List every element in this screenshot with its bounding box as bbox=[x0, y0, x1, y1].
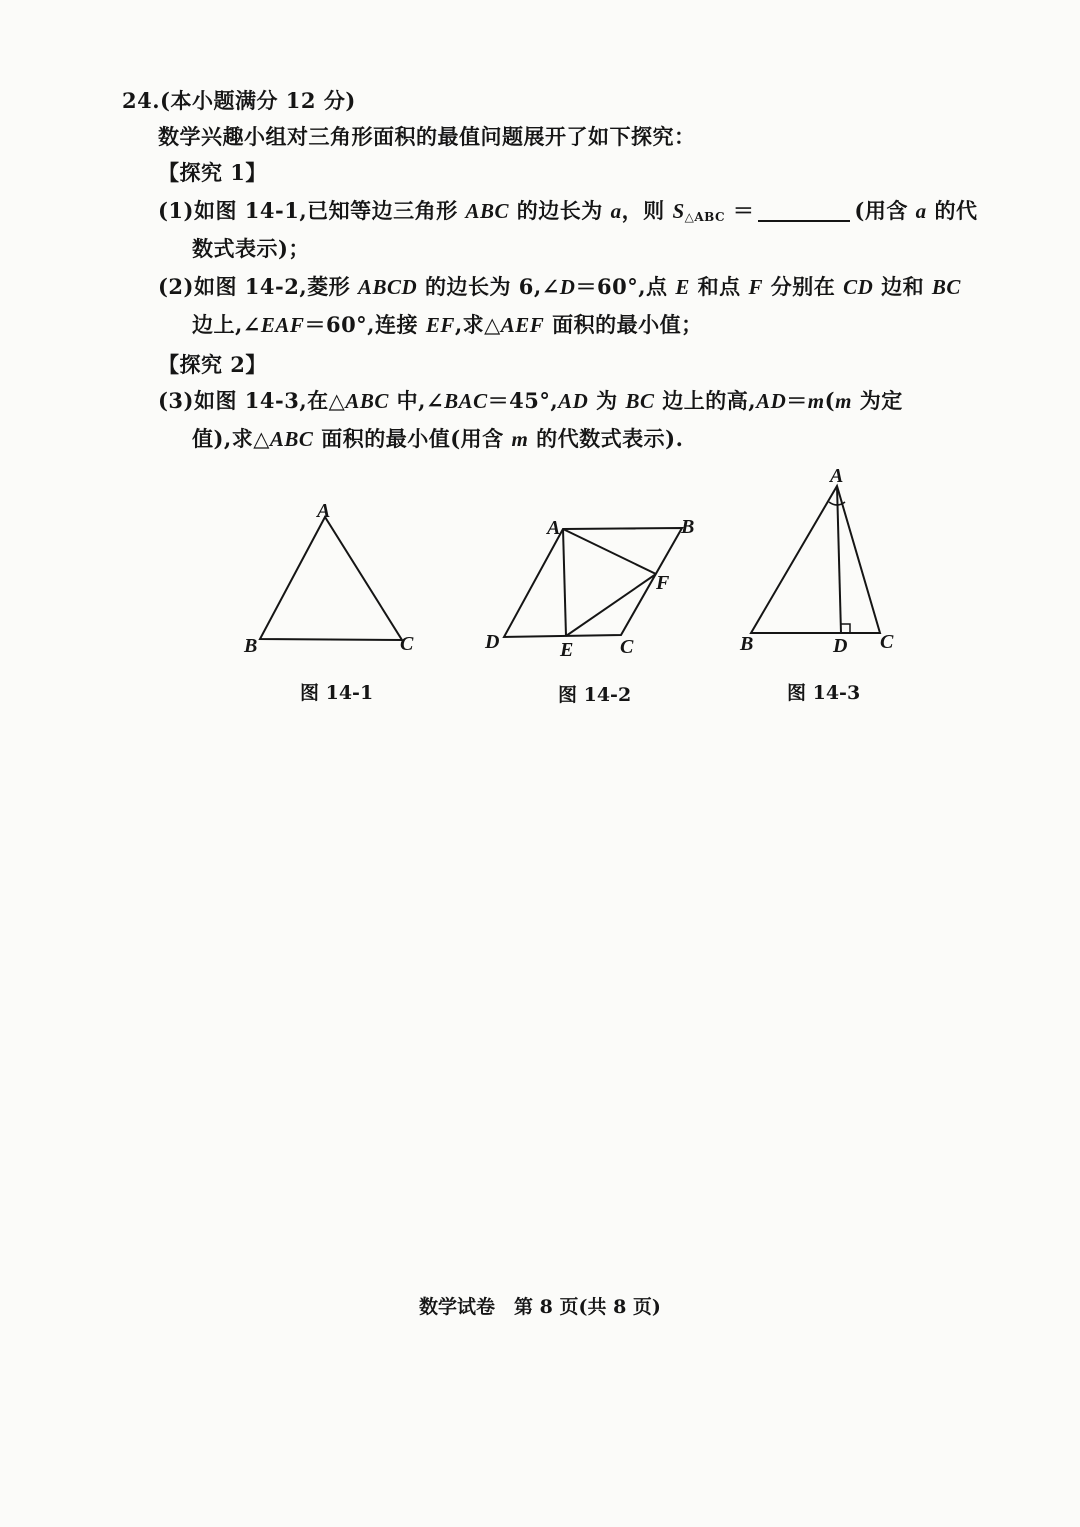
label-b: B bbox=[244, 635, 258, 657]
segment-ef bbox=[566, 574, 656, 636]
label-a: A bbox=[830, 465, 844, 487]
section-heading-1: 【探究 1】 bbox=[158, 160, 267, 185]
problem-points: (本小题满分 12 分) bbox=[160, 88, 356, 113]
answer-blank bbox=[758, 198, 850, 222]
problem-intro: 数学兴趣小组对三角形面积的最值问题展开了如下探究： bbox=[158, 124, 696, 149]
label-c: C bbox=[880, 631, 894, 653]
page-footer: 数学试卷 第 8 页(共 8 页) bbox=[419, 1296, 661, 1318]
right-angle-mark bbox=[841, 624, 850, 633]
caption-14-3: 图 14-3 bbox=[787, 682, 861, 704]
label-e: E bbox=[560, 639, 574, 661]
problem-header bbox=[122, 86, 356, 116]
question-1-cont: 数式表示)； bbox=[192, 236, 310, 261]
section-heading-2: 【探究 2】 bbox=[158, 352, 267, 377]
figure-14-2 bbox=[480, 508, 710, 663]
label-d: D bbox=[485, 631, 500, 653]
label-b: B bbox=[681, 516, 695, 538]
triangle-abc bbox=[751, 486, 880, 633]
label-b: B bbox=[740, 633, 754, 655]
problem-number: 24. bbox=[122, 88, 161, 113]
altitude-ad bbox=[837, 486, 841, 633]
question-2-cont: 边上,∠EAF＝60°,连接 EF,求△AEF 面积的最小值； bbox=[192, 312, 703, 337]
question-2: (2)如图 14-2,菱形 ABCD 的边长为 6,∠D＝60°,点 E 和点 F 分别在 CD 边和 BC bbox=[158, 274, 961, 299]
question-3: (3)如图 14-3,在△ABC 中,∠BAC＝45°,AD 为 BC 边上的高,AD＝m(m 为定 bbox=[158, 388, 903, 413]
label-c: C bbox=[400, 633, 414, 655]
label-d: D bbox=[833, 635, 848, 657]
segment-ae bbox=[563, 529, 566, 636]
caption-14-1: 图 14-1 bbox=[300, 682, 374, 704]
segment-af bbox=[563, 529, 656, 574]
figure-14-1 bbox=[236, 495, 436, 665]
label-c: C bbox=[620, 636, 634, 658]
question-3-cont: 值),求△ABC 面积的最小值(用含 m 的代数式表示). bbox=[192, 426, 684, 451]
question-1: (1)如图 14-1,已知等边三角形 ABC 的边长为 a，则 $S_{\triangle ABC}$ ＝ (用含 a 的代 bbox=[158, 198, 978, 224]
label-a: A bbox=[317, 500, 331, 522]
figure-14-3 bbox=[730, 462, 910, 662]
triangle-abc bbox=[260, 517, 402, 640]
label-f: F bbox=[656, 572, 670, 594]
caption-14-2: 图 14-2 bbox=[558, 684, 632, 706]
label-a: A bbox=[547, 517, 561, 539]
